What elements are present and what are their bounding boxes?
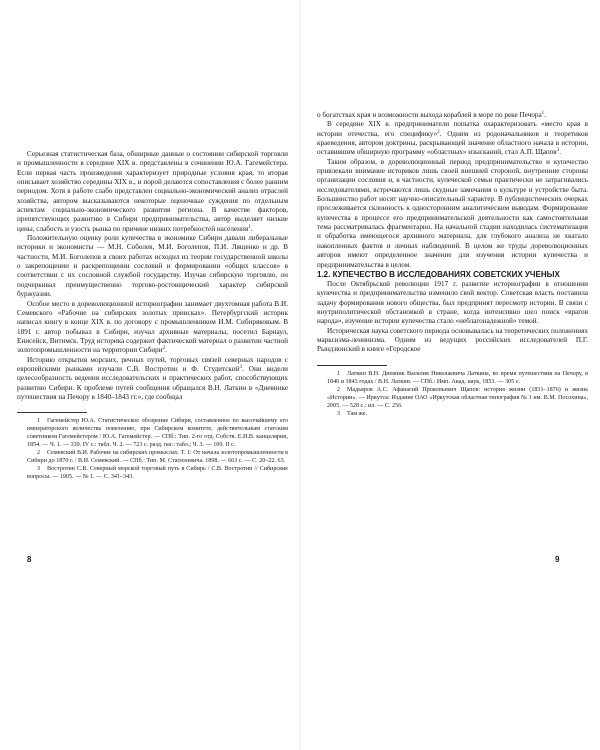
book-gutter [299, 0, 301, 750]
footnote: 1 Латкин В.Н. Дневник Василия Николаевича Латкина, во время путешествия на Печору, в 1840 и 1843 годах / В.Н. Латкин. — СПб.: Имп. Акад. наук, 1853. — 305 с. [327, 370, 588, 385]
paragraph: о богатствах края и возможности выхода кораблей в море по реке Печора$^1$. [317, 111, 546, 119]
paragraph: В середине XIX в. предприниматели попытка охарактеризовать «место края в истории отечества, его специфику»$^2$. Одним из родоначальников и теоретиков краеведения, автором доктрины, раскрывающей значение областного начала в истории, оставившим обширную программу «областных» изысканий, стал А.П. Щапов$^3$. [317, 120, 589, 157]
paragraph: Особое место в дореволюционной историографии занимает двухтомная работа В.И. Семевского «Рабочие на сибирских золотых приисках». Петербургский историк написал книгу в конце XIX в. по договору с промышленником И.М. Сибиряковым. В 1891 г. автор побывал в Сибири, изучал архивные материалы, посетил Барнаул, Енисейск, Витимск. Труд историка содержит фактический материал о развитии частной золотопромышленности на территории Сибири$^2$. [17, 299, 288, 355]
footnote: 2 Мадьяров А.С. Афанасий Прокопьевич Щапов: история жизни (1831–1876) и жизнь «Истории». — Иркутск: Издание ОАО «Иркутская областная типография № 1 им. В.М. Посохина», 2005. — 528 с.: ил. — С. 256. [327, 386, 588, 409]
footnote-separator [17, 412, 87, 413]
footnote-ref[interactable]: 2 [437, 129, 440, 135]
footnote-ref[interactable]: 3 [556, 148, 560, 154]
left-page-text [17, 150, 288, 481]
right-page-text [317, 111, 588, 418]
footnote-separator [317, 365, 387, 366]
footnote-ref[interactable]: 2 [162, 346, 166, 352]
paragraph: Серьезная статистическая база, обширные данные о состоянии сибирской торговли и промышленности в середине XIX в. представлены в сочинении Ю.А. Гагемейстера. Если первая часть произведения характеризует природные условия края, то вторая описывает хозяйство середины XIX в., и порой делаются сопоставления с более ранним периодом. Хотя в работе слабо представлен социально-экономический анализ отраслей хозяйства, автором высказываются некоторые оценочные суждения по отдельным аспектам социально-экономического развития региона. В качестве факторов, препятствующих развитию в Сибири предпринимательства, автор выделяет низкие цены, слабость и узость рынка по причине низких потребностей населения$^1$. [17, 150, 288, 233]
footnote: 3 Востротин С.В. Северный морской торговый путь в Сибирь / С.В. Востротин // Сибирские вопросы. — 1905. — № 1. — С. 341–343. [27, 466, 288, 481]
paragraph: Таким образом, в дореволюционный период предпринимательство и купечество привлекали внимание историков лишь своей внешней стороной, внутренние стороны организации сословия и, в частности, купеческой семьи практически не затрагивались исследователями, встречаются лишь скудные замечания о культуре и устройстве быта. Большинство работ носят научно-описательный характер. В публицистических очерках прослеживается склонность к односторонним аналитическим выводам. Формирование купечества в процессе его предпринимательской деятельности как самостоятельная тема рассматривалась фрагментарно. На начальной стадии находилась систематизация и обработка имеющегося архивного материала, для глубокого анализа не хватало накопленных фактов и личных наблюдений. В целом же труды дореволюционных авторов имеют определенное значение для изучения истории купечества и предпринимательства в целом. [317, 157, 588, 269]
footnote: 1 Гагемейстер Ю.А. Статистическое обозрение Сибири, составленное по высочайшему его императорского величества повелению, при Сибирском комитете, действительным статским советником Гагемейстером / Ю.А. Гагемейстер. — СПб.: Тип. 2-го отд. Собств. Е.И.В. канцелярии, 1854. — Ч. 1. — 339. IV с.: табл. Ч. 2. — 723 с. разд. паг.: табл.; Ч. 3. — 109. II с. [27, 418, 288, 449]
paragraph: После Октябрьской революции 1917 г. развитие историографии в отношении купечества и предпринимательства изменило свой вектор. Советская власть поставила задачу формирования нового общества, был предпринят пересмотр истории. В связи с внутриполитической обстановкой в стране, когда интенсивно шел поиск «врагов народа», изучение истории купечества стало «неблагонадежной» темой. [317, 279, 588, 326]
page-number: 9 [555, 555, 560, 564]
section-heading: 1.2. КУПЕЧЕСТВО В ИССЛЕДОВАНИЯХ СОВЕТСКИХ УЧЕНЫХ [317, 269, 560, 279]
footnote: 2 Семевский В.И. Рабочие на сибирских промыслах. Т. 1: От начала золотопромышленности в Сибири до 1870 г. / В.И. Семевский. — СПб.: Тип. М. Стасюлевича. 1898. — 663 с. — С. 20–22. 63. [27, 450, 288, 465]
footnote-ref[interactable]: 3 [239, 364, 243, 370]
footnote: 3 Там же. [337, 410, 368, 417]
paragraph: Историческая наука советского периода основывалась на теоретических положениях марксизма-ленинизма. Одним из ведущих российских исследователей П.Г. Рындзюнский в книге «Городское [317, 326, 588, 354]
paragraph: Историю открытия морских, речных путей, торговых связей северных народов с европейскими рынками изучали С.В. Востротин и Ф. Студитский$^3$. Они видели целесообразность ведения исследовательских и практических работ, способствующих развитию Сибири. К проблеме путей сообщения обращался В.Н. Латкин в «Дневнике путешествия на Печору в 1840–1843 гг.», где сообщал [17, 355, 289, 401]
footnote-ref[interactable]: 1 [541, 111, 545, 116]
paragraph: Положительную оценку роли купечества в экономике Сибири давали либеральные историки и экономисты — М.Н. Соболев, М.И. Боголепов, П.И. Лященко и др. В частности, М.И. Боголепов в своих работах исходил из теории государственной школы о закрепощении и раскрепощении сословий и формировании «общих классов» в соответствии с их сословной службой государству. Изучая сибирскую торговлю, он подчеркивал преимущественно торгово-ростовщический характер сибирской буржуазии. [17, 234, 288, 299]
page-number: 8 [27, 555, 32, 564]
footnote-ref[interactable]: 1 [248, 224, 251, 230]
